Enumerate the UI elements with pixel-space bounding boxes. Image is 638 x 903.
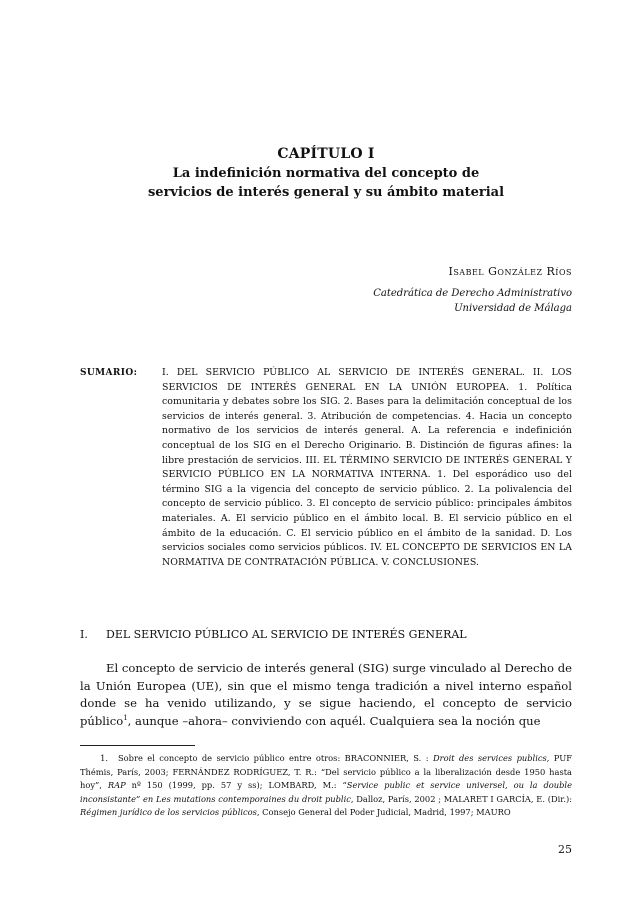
section-heading	[80, 627, 572, 642]
footnote-italic-2: RAP	[107, 780, 126, 791]
section-number: I.	[80, 628, 88, 641]
footnote-text-1: Sobre el concepto de servicio público entre otros: BRACONNIER, S. :	[118, 753, 433, 763]
footnote-italic-4: Régimen jurídico de los servicios públicos	[80, 807, 257, 818]
footnote-text-2: , PUF Thémis, París, 2003; FERNÁNDEZ RODRÍGUEZ, T. R.: “Del servicio público a la liberalización desde 1950 hasta hoy”,	[80, 753, 572, 791]
chapter-title-line-2: servicios de interés general y su ámbito material	[147, 185, 505, 200]
summary-label: SUMARIO:	[80, 368, 138, 378]
body-paragraph	[80, 660, 572, 730]
author-position: Catedrática de Derecho Administrativo	[373, 288, 572, 299]
footnote-number: 1.	[100, 753, 108, 763]
chapter-number: CAPÍTULO I	[277, 146, 375, 162]
footnote-separator	[80, 745, 195, 746]
chapter-heading	[80, 145, 572, 202]
summary-text: I. DEL SERVICIO PÚBLICO AL SERVICIO DE INTERÉS GENERAL. II. LOS SERVICIOS DE INTERÉS GENERAL EN LA UNIÓN EUROPEA. 1. Política comunitaria y debates sobre los SIG. 2. Bases para la delimitación conceptual de los servicios de interés general. 3. Atribución de competencias. 4. Hacia un concepto normativo de los servicios de interés general. A. La referencia e indefinición conceptual de los SIG en el Derecho Originario. B. Distinción de figuras afines: la libre prestación de servicios. III. EL TÉRMINO SERVICIO DE INTERÉS GENERAL Y SERVICIO PÚBLICO EN LA NORMATIVA INTERNA. 1. Del esporádico uso del término SIG a la vigencia del concepto de servicio público. 2. La polivalencia del concepto de servicio público. 3. El concepto de servicio público: principales ámbitos materiales. A. El servicio público en el ámbito local. B. El servicio público en el ámbito de la educación. C. El servicio público en el ámbito de la sanidad. D. Los servicios sociales como servicios públicos. IV. EL CONCEPTO DE SERVICIOS EN LA NORMATIVA DE CONTRATACIÓN PÚBLICA. V. CONCLUSIONES.	[162, 367, 572, 568]
footnote-italic-1: Droit des services publics	[432, 753, 547, 763]
page-number: 25	[558, 843, 572, 856]
author-block	[272, 265, 572, 316]
summary	[80, 366, 572, 570]
section-title: DEL SERVICIO PÚBLICO AL SERVICIO DE INTERÉS GENERAL	[106, 628, 467, 641]
footnote-text-4: , Dalloz, París, 2002 ; MALARET I GARCÍA, E. (Dir.):	[350, 793, 572, 804]
author-name: Isabel González Ríos	[448, 265, 572, 278]
footnote-text-5: , Consejo General del Poder Judicial, Madrid, 1997; MAURO	[256, 807, 511, 818]
footnote-ref[interactable]: 1	[123, 713, 128, 722]
chapter-title-line-1: La indefinición normativa del concepto de	[172, 166, 480, 181]
footnote	[80, 752, 572, 820]
author-institution: Universidad de Málaga	[454, 303, 572, 314]
footnote-text-3: nº 150 (1999, pp. 57 y ss); LOMBARD, M.: “	[125, 780, 347, 791]
footnote-italic-3: Service public et service universel, ou la double inconsistante” en Les mutations contemporaines du droit public	[80, 780, 572, 804]
paragraph-text-start: El concepto de servicio de interés general (SIG) surge vinculado al Derecho de la Unión Europea (UE), sin que el mismo tenga tradición a nivel interno español donde se ha venido utilizando, y se sigue haciendo, el concepto de servicio público	[80, 661, 572, 728]
paragraph-text-end: , aunque –ahora– conviviendo con aquél. Cualquiera sea la noción que	[127, 713, 541, 728]
